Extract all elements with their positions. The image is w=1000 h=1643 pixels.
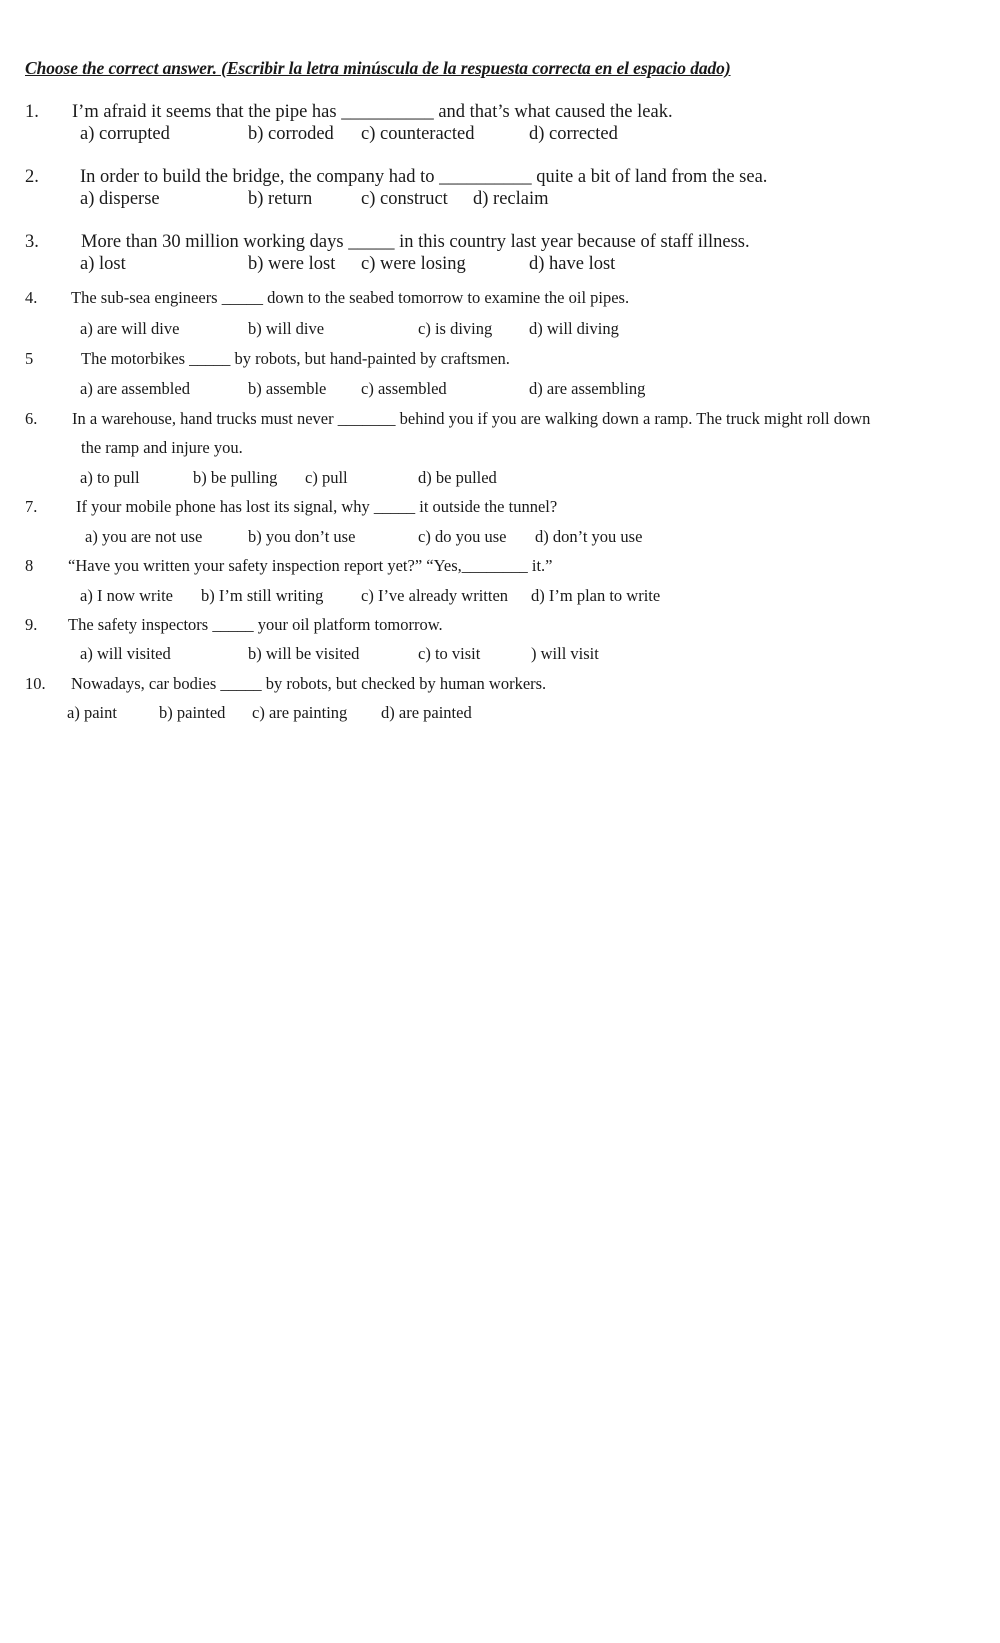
question-text: In a warehouse, hand trucks must never _______ behind you if you are walking down a ramp. The truck might roll down [72, 409, 871, 428]
question-text: “Have you written your safety inspection report yet?” “Yes,________ it.” [68, 556, 553, 575]
option-a[interactable]: a) are assembled [80, 379, 190, 398]
option-a[interactable]: a) are will dive [80, 319, 180, 338]
instruction-heading: Choose the correct answer. (Escribir la letra minúscula de la respuesta correcta en el espacio dado) [25, 58, 731, 78]
option-a[interactable]: a) disperse [80, 189, 160, 209]
option-d[interactable]: d) are painted [381, 703, 472, 722]
option-c[interactable]: c) I’ve already written [361, 586, 509, 605]
option-b[interactable]: b) assemble [248, 379, 327, 398]
question-text-continued: the ramp and injure you. [81, 438, 243, 457]
question-number: 3. [25, 232, 39, 252]
question-number: 8 [25, 556, 34, 575]
option-c[interactable]: c) is diving [418, 319, 493, 338]
option-c[interactable]: c) were losing [361, 254, 466, 274]
question-text: The sub-sea engineers _____ down to the seabed tomorrow to examine the oil pipes. [71, 288, 630, 307]
question-number: 5 [25, 349, 34, 368]
option-d[interactable]: d) have lost [529, 254, 616, 274]
option-b[interactable]: b) return [248, 189, 313, 209]
option-a[interactable]: a) paint [67, 703, 117, 722]
question-number: 2. [25, 167, 39, 187]
option-d[interactable]: d) reclaim [473, 189, 549, 209]
option-a[interactable]: a) will visited [80, 644, 171, 663]
question-number: 10. [25, 674, 46, 693]
option-a[interactable]: a) I now write [80, 586, 174, 605]
option-c[interactable]: c) pull [305, 468, 348, 487]
option-c[interactable]: c) do you use [418, 527, 507, 546]
question-text: Nowadays, car bodies _____ by robots, but checked by human workers. [71, 674, 547, 693]
option-b[interactable]: b) you don’t use [248, 527, 356, 546]
option-b[interactable]: b) I’m still writing [201, 586, 324, 605]
option-a[interactable]: a) to pull [80, 468, 140, 487]
option-d[interactable]: d) are assembling [529, 379, 646, 398]
question-text: More than 30 million working days _____ in this country last year because of staff illness. [81, 232, 750, 252]
option-c[interactable]: c) assembled [361, 379, 447, 398]
option-d[interactable]: d) will diving [529, 319, 619, 338]
question-text: If your mobile phone has lost its signal, why _____ it outside the tunnel? [76, 497, 558, 516]
option-d[interactable]: ) will visit [531, 644, 599, 663]
question-number: 7. [25, 497, 38, 516]
question-text: The motorbikes _____ by robots, but hand-painted by craftsmen. [81, 349, 510, 368]
question-text: I’m afraid it seems that the pipe has __________ and that’s what caused the leak. [72, 102, 673, 122]
option-b[interactable]: b) be pulling [193, 468, 278, 487]
option-d[interactable]: d) be pulled [418, 468, 497, 487]
option-d[interactable]: d) corrected [529, 124, 618, 144]
question-number: 4. [25, 288, 38, 307]
option-b[interactable]: b) were lost [248, 254, 336, 274]
question-text: In order to build the bridge, the company had to __________ quite a bit of land from the sea. [80, 167, 768, 187]
option-c[interactable]: c) construct [361, 189, 448, 209]
option-d[interactable]: d) don’t you use [535, 527, 643, 546]
question-number: 1. [25, 102, 39, 122]
option-c[interactable]: c) to visit [418, 644, 481, 663]
option-b[interactable]: b) painted [159, 703, 226, 722]
question-text: The safety inspectors _____ your oil platform tomorrow. [68, 615, 443, 634]
option-b[interactable]: b) will dive [248, 319, 325, 338]
option-a[interactable]: a) lost [80, 254, 126, 274]
option-a[interactable]: a) you are not use [85, 527, 203, 546]
option-c[interactable]: c) are painting [252, 703, 348, 722]
option-b[interactable]: b) will be visited [248, 644, 360, 663]
option-c[interactable]: c) counteracted [361, 124, 475, 144]
option-a[interactable]: a) corrupted [80, 124, 170, 144]
option-b[interactable]: b) corroded [248, 124, 334, 144]
question-number: 9. [25, 615, 38, 634]
option-d[interactable]: d) I’m plan to write [531, 586, 661, 605]
question-number: 6. [25, 409, 38, 428]
